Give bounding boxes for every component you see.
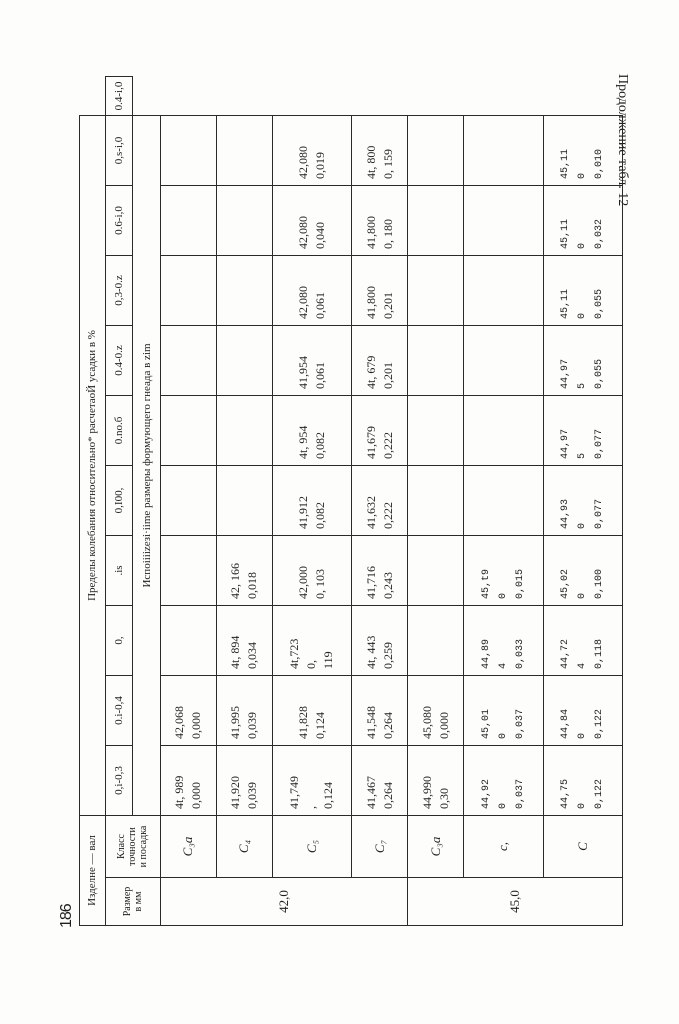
- table-row: [543, 77, 622, 926]
- value-line: 41,828: [295, 705, 310, 739]
- value-cell: [272, 675, 351, 745]
- header-size: Размер в мм: [105, 878, 160, 926]
- value-line: 0,082: [312, 431, 327, 459]
- value-line: 0,032: [594, 218, 606, 249]
- value-line: 0,039: [245, 781, 260, 809]
- value-cell: [464, 325, 543, 395]
- value-cell: [408, 395, 464, 465]
- value-line: ,: [304, 805, 319, 809]
- class-cell: C₅: [272, 815, 351, 877]
- value-line: 0,124: [321, 781, 336, 809]
- value-cell: [160, 535, 216, 605]
- class-cell: c,: [464, 815, 543, 877]
- class-cell: С₃а: [408, 815, 464, 877]
- value-cell: [543, 115, 622, 185]
- value-line: 0, 159: [380, 148, 395, 179]
- value-line: 0,037: [514, 708, 526, 739]
- value-cell: [160, 115, 216, 185]
- value-line: 0,259: [380, 641, 395, 669]
- value-line: 42,080: [295, 215, 310, 249]
- value-line: 0,015: [514, 568, 526, 599]
- value-line: 0,061: [312, 291, 327, 319]
- value-line: 0,055: [594, 288, 606, 319]
- value-cell: [408, 465, 464, 535]
- value-line: 119: [321, 651, 336, 669]
- table-continuation-caption: Продолжение табл. 12: [615, 74, 630, 207]
- value-line: 41,749: [287, 775, 302, 809]
- table-row: [352, 77, 408, 926]
- column-header: 0.i-0,4: [105, 675, 132, 745]
- class-cell: C₇: [352, 815, 408, 877]
- value-line: 0, 103: [312, 568, 327, 599]
- value-line: 42,080: [295, 285, 310, 319]
- value-cell: [160, 255, 216, 325]
- value-cell: [160, 185, 216, 255]
- value-line: 4: [497, 662, 509, 669]
- value-line: 41,800: [363, 285, 378, 319]
- value-cell: [464, 395, 543, 465]
- value-line: 0: [577, 592, 589, 599]
- value-cell: [216, 745, 272, 815]
- value-cell: [272, 605, 351, 675]
- value-line: 0: [497, 732, 509, 739]
- value-line: 0,243: [380, 571, 395, 599]
- value-cell: [352, 675, 408, 745]
- header-product: Изделне — вал: [80, 815, 106, 925]
- value-line: 0,055: [594, 358, 606, 389]
- value-line: 45,11: [560, 218, 572, 249]
- value-line: 41,716: [363, 565, 378, 599]
- value-cell: [408, 535, 464, 605]
- value-cell: [160, 605, 216, 675]
- value-cell: [543, 325, 622, 395]
- value-line: 4t, 679: [363, 355, 378, 389]
- value-line: 4t,723: [287, 638, 302, 669]
- column-header: 0,i-0,3: [105, 745, 132, 815]
- value-line: 0,122: [594, 778, 606, 809]
- table-row: [464, 77, 543, 926]
- value-line: 41,548: [363, 705, 378, 739]
- value-line: 45,t9: [480, 568, 492, 599]
- value-line: 42,080: [295, 145, 310, 179]
- value-cell: [160, 465, 216, 535]
- value-cell: [352, 465, 408, 535]
- value-cell: [408, 115, 464, 185]
- value-cell: [543, 745, 622, 815]
- value-line: 0,264: [380, 781, 395, 809]
- column-header: 0,s-i,0: [105, 115, 132, 185]
- value-cell: [464, 745, 543, 815]
- value-cell: [160, 675, 216, 745]
- header-class: Класс точности и посадка: [105, 815, 160, 877]
- value-cell: [272, 395, 351, 465]
- value-cell: [464, 535, 543, 605]
- value-line: 0,082: [312, 501, 327, 529]
- value-line: 0,222: [380, 431, 395, 459]
- value-cell: [216, 325, 272, 395]
- size-cell: 45,0: [408, 878, 623, 926]
- value-cell: [216, 395, 272, 465]
- value-line: 4t, 894: [228, 635, 243, 669]
- column-header: 0.6-i,0: [105, 185, 132, 255]
- rotated-table-wrapper: [79, 76, 623, 926]
- value-line: 0,019: [312, 151, 327, 179]
- value-line: 0,037: [514, 778, 526, 809]
- value-line: 0,: [304, 659, 319, 669]
- value-cell: [464, 185, 543, 255]
- value-cell: [408, 255, 464, 325]
- value-line: 44,92: [480, 778, 492, 809]
- value-line: 41,679: [363, 425, 378, 459]
- value-cell: [272, 185, 351, 255]
- value-line: 44,93: [560, 498, 572, 529]
- value-cell: [216, 535, 272, 605]
- value-line: 0,018: [245, 571, 260, 599]
- value-cell: [160, 745, 216, 815]
- value-line: 5: [577, 452, 589, 459]
- value-line: 0: [577, 802, 589, 809]
- value-line: 0,034: [245, 641, 260, 669]
- value-cell: [408, 675, 464, 745]
- value-cell: [543, 535, 622, 605]
- value-cell: [352, 115, 408, 185]
- value-cell: [408, 325, 464, 395]
- value-cell: [464, 605, 543, 675]
- value-line: 41,995: [228, 705, 243, 739]
- value-line: 0: [577, 172, 589, 179]
- size-cell: 42,0: [160, 878, 408, 926]
- value-line: 0,118: [594, 638, 606, 669]
- value-cell: [543, 605, 622, 675]
- value-line: 44,990: [419, 775, 434, 809]
- value-line: 0,201: [380, 291, 395, 319]
- value-cell: [216, 185, 272, 255]
- header-limits: Пределы колебания относительно* расчетаоЙ усадки в %: [80, 115, 106, 815]
- value-cell: [352, 325, 408, 395]
- value-cell: [216, 465, 272, 535]
- value-line: 4t, 989: [172, 775, 187, 809]
- value-cell: [543, 675, 622, 745]
- value-cell: [408, 605, 464, 675]
- value-cell: [272, 535, 351, 605]
- value-cell: [160, 395, 216, 465]
- value-line: 0,000: [189, 711, 204, 739]
- value-line: 0: [497, 592, 509, 599]
- value-cell: [160, 325, 216, 395]
- value-cell: [352, 185, 408, 255]
- value-cell: [543, 255, 622, 325]
- value-line: 4t, 443: [363, 635, 378, 669]
- value-cell: [464, 115, 543, 185]
- value-line: 0: [497, 802, 509, 809]
- page-number: 186: [58, 904, 75, 928]
- value-line: 44,97: [560, 358, 572, 389]
- value-line: 44,97: [560, 428, 572, 459]
- value-cell: [272, 325, 351, 395]
- class-cell: C₄: [216, 815, 272, 877]
- column-header: 0.no.б: [105, 395, 132, 465]
- value-cell: [543, 465, 622, 535]
- value-line: 0,222: [380, 501, 395, 529]
- table-row: [272, 77, 351, 926]
- value-line: 5: [577, 382, 589, 389]
- value-line: 0,039: [245, 711, 260, 739]
- value-cell: [464, 675, 543, 745]
- value-line: 0,000: [189, 781, 204, 809]
- value-line: 0,100: [594, 568, 606, 599]
- value-cell: [352, 255, 408, 325]
- class-cell: C₃а: [160, 815, 216, 877]
- value-line: 42, 166: [228, 562, 243, 599]
- value-cell: [352, 535, 408, 605]
- value-line: 0,077: [594, 428, 606, 459]
- value-line: 41,912: [295, 495, 310, 529]
- value-line: 0,040: [312, 221, 327, 249]
- column-header: 0,3-0.z: [105, 255, 132, 325]
- column-header: 0,: [105, 605, 132, 675]
- value-cell: [352, 745, 408, 815]
- value-line: 44,84: [560, 708, 572, 739]
- value-line: 0,000: [436, 711, 451, 739]
- value-line: 0: [577, 242, 589, 249]
- value-cell: [543, 395, 622, 465]
- column-header: 0.4-0.z: [105, 325, 132, 395]
- value-line: 0,061: [312, 361, 327, 389]
- value-line: 0,201: [380, 361, 395, 389]
- value-line: 0,077: [594, 498, 606, 529]
- column-header: 0.4-i,0: [105, 77, 132, 116]
- value-line: 42,068: [172, 705, 187, 739]
- value-cell: [352, 605, 408, 675]
- value-cell: [216, 605, 272, 675]
- value-line: 0: [577, 312, 589, 319]
- header-used-sizes: Испоiiiizeзi·iime размеры формующего гнеада в zim: [133, 115, 160, 815]
- value-cell: [272, 745, 351, 815]
- value-line: 0,033: [514, 638, 526, 669]
- value-line: 41,632: [363, 495, 378, 529]
- value-cell: [464, 255, 543, 325]
- value-line: 0: [577, 732, 589, 739]
- value-cell: [352, 395, 408, 465]
- value-line: 45,01: [480, 708, 492, 739]
- value-cell: [408, 745, 464, 815]
- table-row: [408, 77, 464, 926]
- value-line: 0,124: [312, 711, 327, 739]
- column-header: 0,I00,: [105, 465, 132, 535]
- value-cell: [216, 115, 272, 185]
- value-line: 4t, 800: [363, 145, 378, 179]
- value-line: 0,010: [594, 148, 606, 179]
- value-line: 44,75: [560, 778, 572, 809]
- value-cell: [272, 465, 351, 535]
- value-cell: [272, 255, 351, 325]
- value-line: 0,264: [380, 711, 395, 739]
- value-line: 41,467: [363, 775, 378, 809]
- value-line: 45,11: [560, 288, 572, 319]
- value-cell: [272, 115, 351, 185]
- value-line: 41,920: [228, 775, 243, 809]
- value-line: 44,72: [560, 638, 572, 669]
- value-line: 41,954: [295, 355, 310, 389]
- value-line: 0, 180: [380, 218, 395, 249]
- value-cell: [543, 185, 622, 255]
- value-line: 0,30: [436, 787, 451, 809]
- value-line: 45,080: [419, 705, 434, 739]
- value-line: 42,000: [295, 565, 310, 599]
- value-line: 44,89: [480, 638, 492, 669]
- value-line: 0,122: [594, 708, 606, 739]
- column-header: .is: [105, 535, 132, 605]
- table-row: [216, 77, 272, 926]
- value-line: 4t, 954: [295, 425, 310, 459]
- value-cell: [216, 675, 272, 745]
- value-line: 45,11: [560, 148, 572, 179]
- value-cell: [216, 255, 272, 325]
- table-row: [160, 77, 216, 926]
- value-cell: [408, 185, 464, 255]
- value-line: 45,02: [560, 568, 572, 599]
- value-line: 41,800: [363, 215, 378, 249]
- tolerance-table: [79, 76, 623, 926]
- value-line: 0: [577, 522, 589, 529]
- value-line: 4: [577, 662, 589, 669]
- class-cell: C: [543, 815, 622, 877]
- value-cell: [464, 465, 543, 535]
